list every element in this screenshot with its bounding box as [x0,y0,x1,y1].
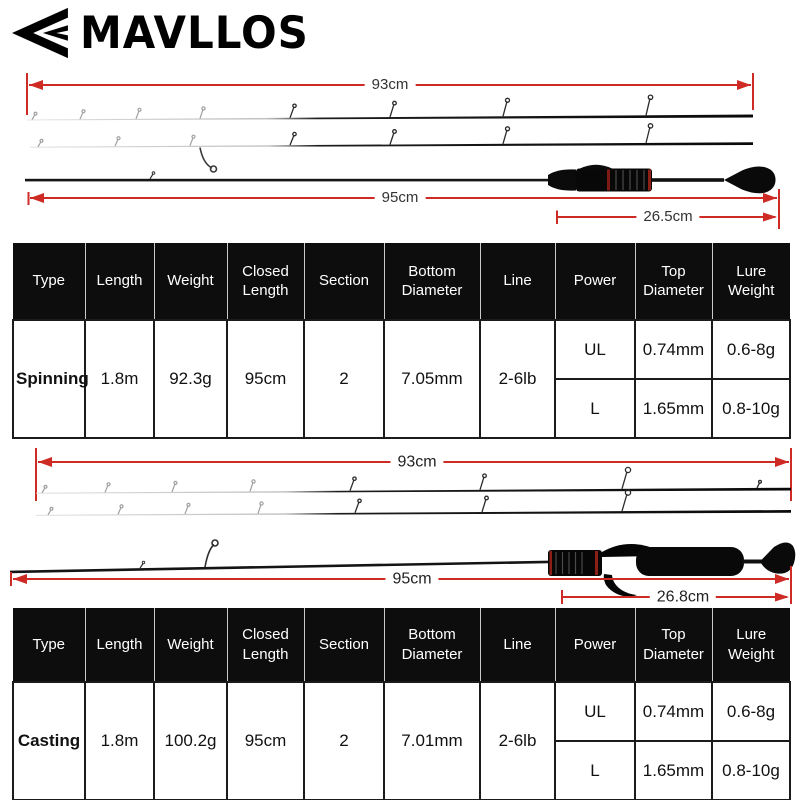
spinning-total-length-label: 93cm [365,76,416,94]
cell-type: Spinning [13,320,85,438]
col-header-type: Type [13,608,85,682]
col-header-type: Type [13,243,85,320]
arrowhead-right-icon [737,80,751,90]
cell-power-l: L [555,379,635,438]
spinning-tip-section-1 [27,95,753,120]
cell-section: 2 [304,682,384,800]
brand-logo-text: MAVLLOS [80,6,309,59]
spinning-tip-section-2 [30,124,753,172]
cell-line: 2-6lb [480,320,555,438]
col-header-weight: Weight [154,608,227,682]
col-header-weight: Weight [154,243,227,320]
casting-tip-section-2 [36,490,791,516]
col-header-power: Power [555,243,635,320]
cell-closed-length: 95cm [227,320,304,438]
cell-top-diameter-ul: 0.74mm [635,682,712,741]
cell-type: Casting [13,682,85,800]
spinning-open-length-label: 95cm [375,189,426,207]
eva-handle-shape [636,547,744,576]
casting-spec-table [12,608,791,800]
butt-cap-shape [760,542,795,573]
spinning-spec-table [12,243,791,439]
col-header-line: Line [480,608,555,682]
cell-lure-weight-ul: 0.6-8g [712,320,790,379]
spinning-handle-length-label: 26.5cm [636,208,699,226]
cell-lure-weight-l: 0.8-10g [712,379,790,438]
stripper-guide-icon [205,540,218,567]
col-header-top-diameter: Top Diameter [635,243,712,320]
header-row [13,608,790,682]
cell-closed-length: 95cm [227,682,304,800]
col-header-lure-weight: Lure Weight [712,608,790,682]
header-row [13,243,790,320]
cell-top-diameter-l: 1.65mm [635,379,712,438]
col-header-power: Power [555,608,635,682]
col-header-closed-length: Closed Length [227,243,304,320]
casting-total-length-label: 93cm [390,452,443,471]
casting-open-length-label: 95cm [385,569,438,588]
col-header-closed-length: Closed Length [227,608,304,682]
cell-weight: 92.3g [154,320,227,438]
col-header-length: Length [85,608,154,682]
cell-line: 2-6lb [480,682,555,800]
cell-top-diameter-ul: 0.74mm [635,320,712,379]
brand-logo [8,6,309,60]
cell-power-l: L [555,741,635,800]
cell-section: 2 [304,320,384,438]
col-header-lure-weight: Lure Weight [712,243,790,320]
foregrip-shape [548,169,576,190]
butt-grip-shape [724,167,776,194]
cell-bottom-diameter: 7.05mm [384,320,480,438]
cell-bottom-diameter: 7.01mm [384,682,480,800]
cell-top-diameter-l: 1.65mm [635,741,712,800]
stripper-guide-icon [200,148,217,173]
col-header-bottom-diameter: Bottom Diameter [384,243,480,320]
arrowhead-left-icon [29,80,43,90]
cell-lure-weight-l: 0.8-10g [712,741,790,800]
trigger-shape [604,574,637,597]
cell-lure-weight-ul: 0.6-8g [712,682,790,741]
cell-power-ul: UL [555,320,635,379]
cell-length: 1.8m [85,682,154,800]
col-header-top-diameter: Top Diameter [635,608,712,682]
col-header-line: Line [480,243,555,320]
table-row [13,682,790,741]
mavllos-logo-icon [8,6,70,60]
cell-power-ul: UL [555,682,635,741]
col-header-section: Section [304,243,384,320]
col-header-length: Length [85,243,154,320]
col-header-section: Section [304,608,384,682]
table-row [13,320,790,379]
casting-handle-length-label: 26.8cm [650,587,716,606]
cell-weight: 100.2g [154,682,227,800]
cell-length: 1.8m [85,320,154,438]
reel-seat-shape [576,169,652,192]
col-header-bottom-diameter: Bottom Diameter [384,608,480,682]
